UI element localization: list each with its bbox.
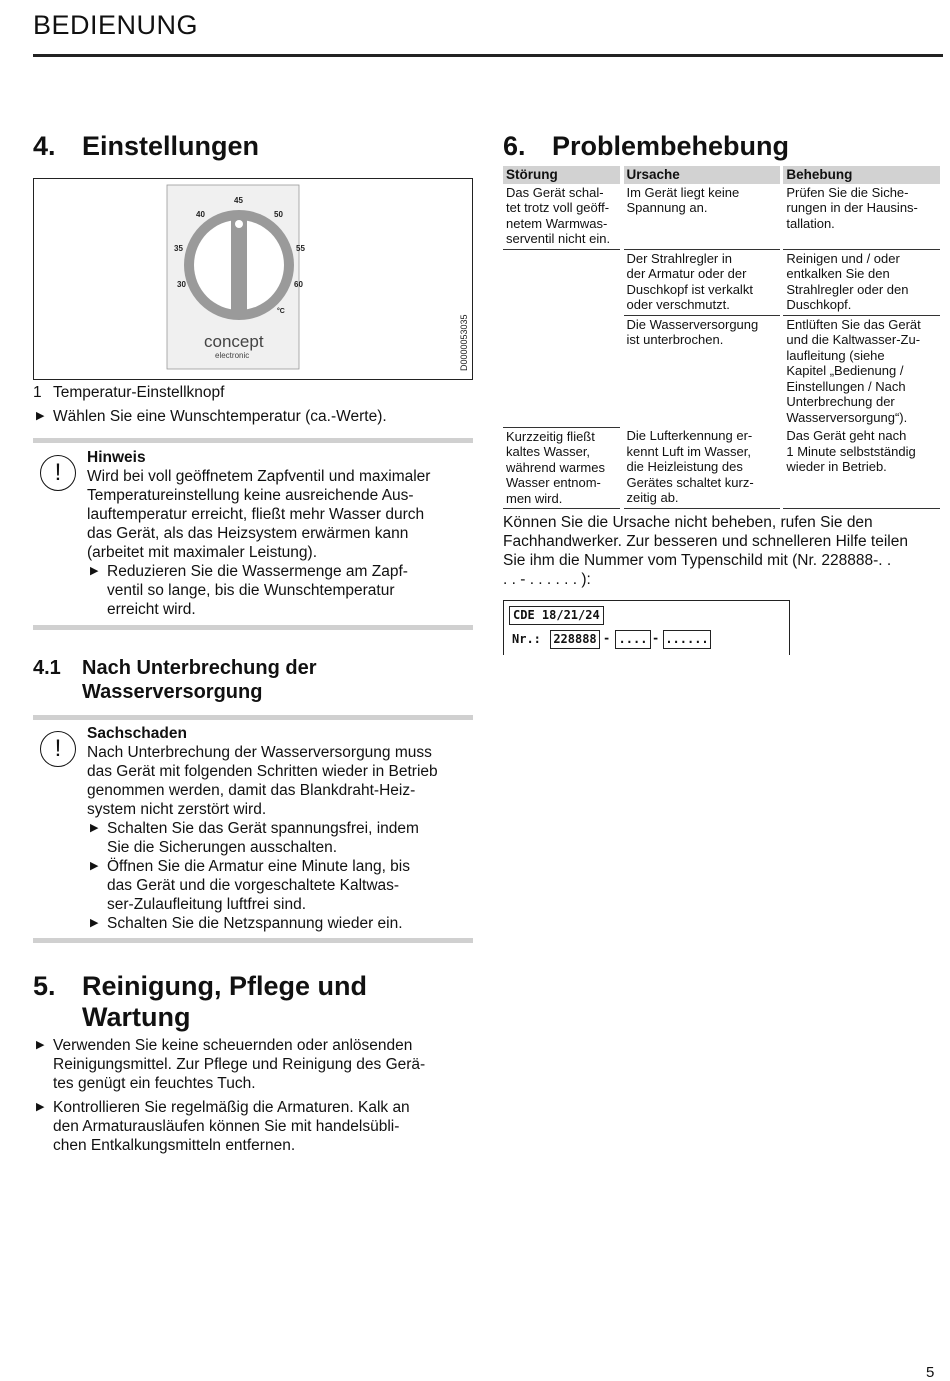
nr-label: Nr.: [512,632,541,646]
title-line: Wartung [82,1002,191,1032]
doc-code: D0000053035 [459,314,469,371]
section-number: 4.1 [33,657,61,679]
section-number: 4. [33,131,56,161]
table-cell: Kurzzeitig fließt kaltes Wasser, während warmes Wasser entnom- men wird. [503,427,620,509]
dial-label-60: 60 [294,280,303,289]
table-cell: Die Lufterkennung er- kennt Luft im Wasser, die Heizleistung des Gerätes schaltet kurz- zeitig ab. [624,427,780,509]
nr-field-2: .... [615,630,651,649]
warning-icon: ! [40,731,76,767]
running-header: BEDIENUNG [33,10,199,40]
contact-paragraph [503,513,943,589]
note-line: Nach Unterbrechung der Wasserversorgung muss [87,744,432,761]
table-cell [503,249,620,315]
instruction-bullet: ▶ Wählen Sie eine Wunschtemperatur (ca.-Werte). [33,407,950,426]
dial-label-35: 35 [174,244,183,253]
model-field: CDE 18/21/24 [509,606,604,625]
section-title [82,971,367,1033]
note-bullet-line: erreicht wird. [107,601,196,618]
note-line: genommen werden, damit das Blankdraht-Heiz- [87,782,416,799]
note-line: Temperatureinstellung keine ausreichende Aus- [87,487,414,504]
note-bullet-line: das Gerät und die vorgeschaltete Kaltwas- [107,877,400,894]
title-line: Reinigung, Pflege und [82,971,367,1001]
note-bullet-line: ser-Zulaufleitung luftfrei sind. [107,896,307,913]
unit-label: °C [277,308,285,315]
section-title [82,656,316,704]
bullet-line: chen Entkalkungsmitteln entfernen. [53,1137,296,1154]
title-line: Nach Unterbrechung der [82,657,317,679]
brand-logo: concept [204,332,264,351]
dial-illustration [34,179,472,379]
caption-number: 1 [33,384,42,401]
figure-dial [33,178,473,380]
table-cell: Entlüften Sie das Gerät und die Kaltwasser-Zu- laufleitung (siehe Kapitel „Bedienung / Einstellungen / Nach Unterbrechung der Wasserversorgung“). [786,316,921,425]
section-number: 5. [33,971,56,1001]
section-number: 6. [503,131,526,161]
note-title: Hinweis [87,449,146,466]
note-body [87,724,469,933]
section-title: Einstellungen [82,131,260,161]
brand-sub: electronic [215,351,250,360]
column-header: Behebung [783,166,940,184]
note-line: das Gerät mit folgenden Schritten wieder in Betrieb [87,763,438,780]
table-cell: Das Gerät geht nach 1 Minute selbstständig wieder in Betrieb. [783,427,940,509]
section-title: Problembehebung [552,131,790,161]
note-bullet [87,914,469,933]
troubleshooting-table [503,166,940,509]
dial-label-45: 45 [234,196,243,205]
table-row [503,249,940,315]
nr-dash: - [603,631,611,645]
note-bottom-bar [33,625,473,630]
nr-dash: - [652,631,660,645]
note-line: system nicht zerstört wird. [87,801,267,818]
table-row [503,184,940,250]
note-top-bar [33,438,473,443]
note-bullet [87,857,469,914]
section-6-heading [503,131,789,162]
note-body [87,448,469,619]
dial-label-30: 30 [177,280,186,289]
table-cell: Das Gerät schal- tet trotz voll geöff- netem Warmwas- serventil nicht ein. [503,184,620,250]
dial-label-50: 50 [274,210,283,219]
bullet-item [33,1098,473,1155]
section-4-heading [33,131,259,162]
note-bottom-bar [33,938,473,943]
paragraph-line: Sie ihm die Nummer vom Typenschild mit (Nr. 228888-. . [503,552,892,569]
note-bullet [87,819,469,857]
nr-value-field: 228888 [550,630,600,649]
note-bullet [87,562,469,619]
section-5-bullets [33,1036,473,1155]
note-line: (arbeitet mit maximaler Leistung). [87,544,317,561]
bullet-line: ▶ Kontrollieren Sie regelmäßig die Armaturen. Kalk an [53,1099,410,1116]
note-line: das Gerät, als das Heizsystem erwärmen kann [87,525,409,542]
warning-icon: ! [40,455,76,491]
note-top-bar [33,715,473,720]
table-cell: Der Strahlregler in der Armatur oder der Duschkopf ist verkalkt oder verschmutzt. [624,249,780,315]
table-header-row [503,166,940,184]
paragraph-line: . . - . . . . . . ): [503,571,591,588]
column-header: Ursache [624,166,780,184]
note-line: lauftemperatur erreicht, fließt mehr Wasser durch [87,506,425,523]
table-cell [503,315,620,427]
note-sachschaden [33,723,473,935]
paragraph-line: Fachhandwerker. Zur besseren und schnelleren Hilfe teilen [503,533,908,550]
table-row [503,427,940,509]
column-header: Störung [503,166,620,184]
dial-label-55: 55 [296,244,305,253]
note-bullet-line: ▶ Öffnen Sie die Armatur eine Minute lang, bis [107,858,410,875]
bullet-line: tes genügt ein feuchtes Tuch. [53,1075,256,1092]
note-bullet-line: ventil so lange, bis die Wunschtemperatur [107,582,395,599]
bullet-line: ▶ Verwenden Sie keine scheuernden oder anlösenden [53,1037,413,1054]
page-number: 5 [926,1364,935,1381]
title-line: Wasserversorgung [82,681,263,703]
note-line: Wird bei voll geöffnetem Zapfventil und maximaler [87,468,431,485]
header-rule [33,54,943,57]
type-plate [503,600,790,655]
paragraph-line: Können Sie die Ursache nicht beheben, rufen Sie den [503,514,873,531]
figure-caption [33,383,224,402]
note-bullet-line: Sie die Sicherungen ausschalten. [107,839,338,856]
note-bullet-line: ▶ Schalten Sie das Gerät spannungsfrei, indem [107,820,419,837]
table-row [503,315,940,427]
note-hinweis [33,447,473,622]
note-bullet-line: ▶ Reduzieren Sie die Wassermenge am Zapf- [107,563,408,580]
table-cell: Reinigen und / oder entkalken Sie den Strahlregler oder den Duschkopf. [783,249,940,315]
note-title: Sachschaden [87,725,187,742]
bullet-line: den Armaturausläufen können Sie mit handelsübli- [53,1118,400,1135]
note-bullet-line: ▶ Schalten Sie die Netzspannung wieder ein. [107,915,403,932]
bullet-line: Reinigungsmittel. Zur Pflege und Reinigung des Gerä- [53,1056,426,1073]
dial-label-40: 40 [196,210,205,219]
table-cell: Die Wasserversorgung ist unterbrochen. [626,316,759,347]
bullet-item [33,1036,473,1093]
table-cell: Prüfen Sie die Siche- rungen in der Hausins- tallation. [783,184,940,250]
table-cell: Im Gerät liegt keine Spannung an. [624,184,780,250]
caption-text: Temperatur-Einstellknopf [53,384,225,401]
nr-field-3: ...... [663,630,711,649]
